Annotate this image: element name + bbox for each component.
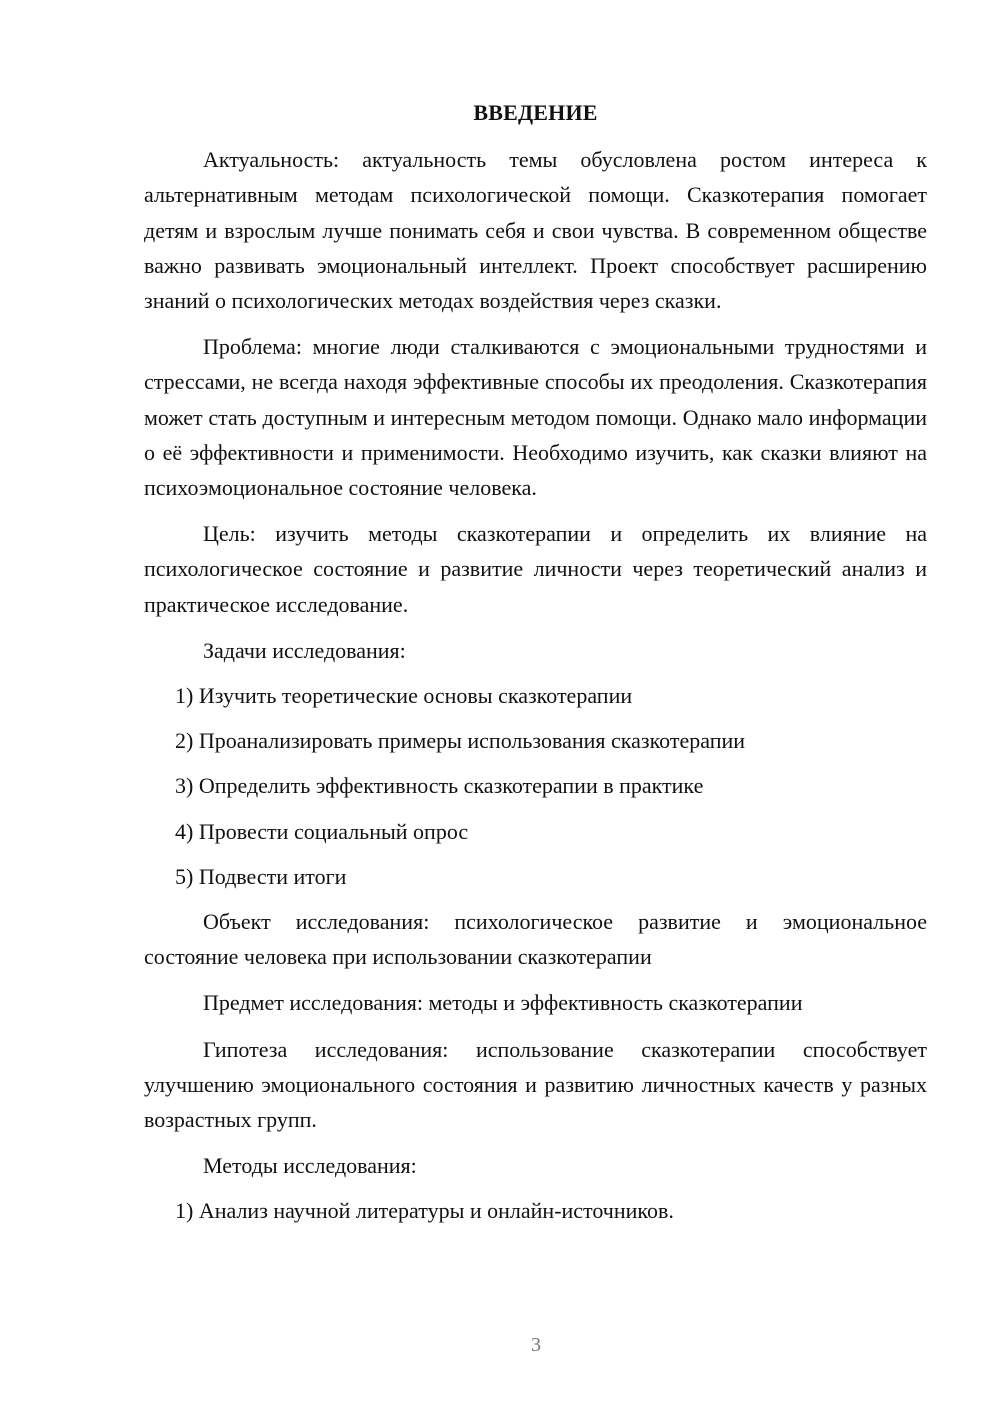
relevance-paragraph: Актуальность: актуальность темы обусловлена ростом интереса к альтернативным методам психологической помощи. Сказкотерапия помогает детям и взрослым лучше понимать себя и свои чувства. В современном обществе важно развивать эмоциональный интеллект. Проект способствует расширению знаний о психологических методах воздействия через сказки. — [144, 147, 927, 314]
methods-list — [144, 1193, 927, 1228]
document-body — [144, 95, 927, 1239]
page-title: ВВЕДЕНИЕ — [473, 100, 598, 125]
goal-paragraph: Цель: изучить методы сказкотерапии и определить их влияние на психологическое состояние и развитие личности через теоретический анализ и практическое исследование. — [144, 521, 927, 617]
list-item: 2) Проанализировать примеры использования сказкотерапии — [175, 728, 746, 754]
tasks-heading: Задачи исследования: — [203, 637, 406, 663]
problem-paragraph: Проблема: многие люди сталкиваются с эмоциональными трудностями и стрессами, не всегда находя эффективные способы их преодоления. Сказкотерапия может стать доступным и интересным методом помощи. Однако мало информации о её эффективности и применимости. Необходимо изучить, как сказки влияют на психоэмоциональное состояние человека. — [144, 334, 927, 501]
subject-paragraph: Предмет исследования: методы и эффективность сказкотерапии — [203, 990, 803, 1016]
hypothesis-paragraph: Гипотеза исследования: использование сказкотерапии способствует улучшению эмоционального состояния и развитию личностных качеств у разных возрастных групп. — [144, 1036, 927, 1133]
list-item: 3) Определить эффективность сказкотерапии в практике — [175, 773, 704, 799]
list-item: 1) Анализ научной литературы и онлайн-источников. — [175, 1198, 674, 1224]
object-paragraph: Объект исследования: психологическое развитие и эмоциональное состояние человека при использовании сказкотерапии — [144, 909, 927, 970]
list-item: 4) Провести социальный опрос — [175, 818, 469, 844]
list-item: 1) Изучить теоретические основы сказкотерапии — [175, 683, 633, 709]
tasks-list — [144, 678, 927, 894]
list-item: 5) Подвести итоги — [175, 863, 347, 889]
page-number: 3 — [531, 1334, 541, 1356]
methods-heading: Методы исследования: — [203, 1153, 417, 1179]
